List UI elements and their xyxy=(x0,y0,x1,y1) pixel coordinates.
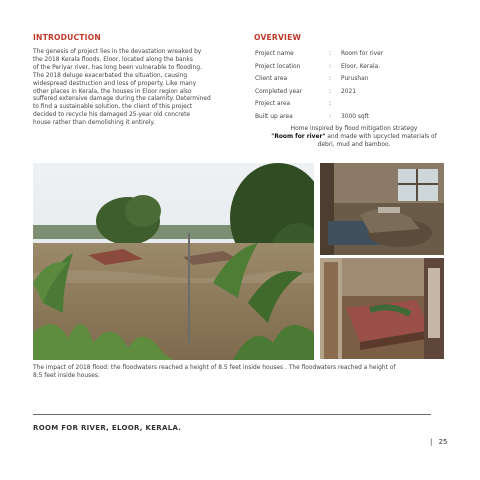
intro-line: of the Periyar river, has long been vulnerable to flooding. xyxy=(33,64,202,71)
note-line: debri, mud and bamboo. xyxy=(317,141,391,148)
intro-line: house rather than demolishing it entirely. xyxy=(33,120,155,127)
overview-row xyxy=(255,101,383,114)
overview-row xyxy=(255,89,383,102)
note-line xyxy=(244,134,464,142)
intro-line: widespread destruction and loss of property. Like many xyxy=(33,80,197,87)
intro-paragraph xyxy=(33,49,241,128)
overview-separator: : xyxy=(329,88,331,95)
note-quote: "Room for river" xyxy=(271,133,326,140)
overview-label: Project area xyxy=(255,101,291,107)
footer-divider xyxy=(33,414,431,415)
overview-label: Client area xyxy=(255,76,288,82)
overview-value: Room for river xyxy=(341,51,384,57)
intro-line: The 2018 deluge exacerbated the situation, causing xyxy=(33,72,188,79)
overview-row xyxy=(255,114,383,127)
overview-separator: : xyxy=(329,101,331,107)
overview-note xyxy=(244,126,464,150)
damaged-room-photo xyxy=(320,258,444,359)
overview-row xyxy=(255,64,383,77)
caption-line: The impact of 2018 flood: the floodwaters reached a height of 8.5 feet inside houses . The floodwaters reached a height of xyxy=(33,365,396,371)
overview-separator: : xyxy=(329,113,331,120)
overview-heading: OVERVIEW xyxy=(254,33,302,42)
caption-line: 8.5 feet inside houses. xyxy=(33,373,100,379)
overview-value: 2021 xyxy=(341,88,356,95)
footer-title: ROOM FOR RIVER, ELOOR, KERALA. xyxy=(33,424,182,432)
overview-label: Project name xyxy=(255,51,294,57)
overview-separator: : xyxy=(329,76,331,82)
overview-value xyxy=(341,101,383,114)
overview-value: Eloor, Kerala. xyxy=(341,63,381,70)
page-number xyxy=(430,438,448,446)
intro-line: other places in Kerala, the houses in Eloor region also xyxy=(33,88,192,95)
overview-separator: : xyxy=(329,51,331,57)
overview-label: Built up area xyxy=(255,113,293,120)
overview-label: Project location xyxy=(255,63,301,70)
overview-label: Completed year xyxy=(255,88,303,95)
intro-line: to find a sustainable solution, the client of this project xyxy=(33,104,193,111)
overview-table xyxy=(255,51,383,126)
photo-caption xyxy=(33,364,453,380)
overview-row xyxy=(255,76,383,89)
intro-heading: INTRODUCTION xyxy=(33,33,101,42)
note-line-rest: and made with upcycled materials of xyxy=(325,133,437,140)
intro-line: the 2018 Kerala floods. Eloor, located along the banks xyxy=(33,56,193,63)
page-number-value: 25 xyxy=(438,438,448,446)
flooded-interior-photo xyxy=(320,163,444,255)
overview-separator: : xyxy=(329,63,331,70)
overview-value: Purushan xyxy=(341,76,369,82)
intro-line: decided to recycle his damaged 25-year old concrete xyxy=(33,112,191,119)
flood-landscape-photo xyxy=(33,163,314,360)
intro-line: suffered extensive damage during the calamity. Determined xyxy=(33,96,211,103)
note-line: Home inspired by flood mitigation strategy xyxy=(290,126,418,132)
overview-value: 3000 sqft xyxy=(341,113,369,120)
overview-row xyxy=(255,51,383,64)
intro-line: The genesis of project lies in the devastation wreaked by xyxy=(33,49,202,55)
page-number-separator: | xyxy=(430,438,433,446)
